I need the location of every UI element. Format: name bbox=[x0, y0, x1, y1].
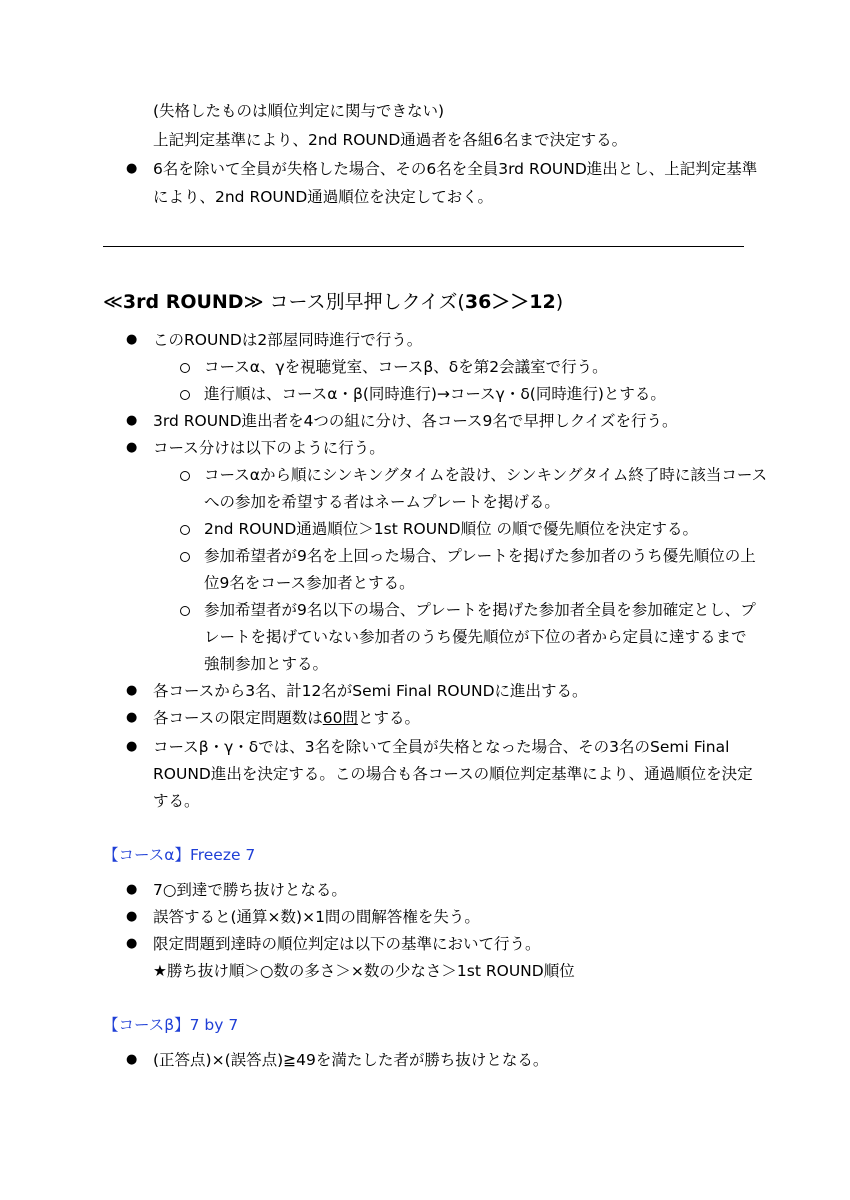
course-beta-heading: 【コースβ】7 by 7 bbox=[103, 1016, 239, 1034]
rule-3-c-line-2: 位9名をコース参加者とする。 bbox=[204, 574, 415, 592]
heading-paren-close: ) bbox=[555, 291, 564, 313]
rule-1: このROUNDは2部屋同時進行で行う。 bbox=[153, 331, 423, 349]
sub-bullet-icon bbox=[180, 606, 190, 616]
sub-bullet-icon bbox=[180, 471, 190, 481]
bullet-icon: ● bbox=[126, 909, 138, 924]
intro-bullet-line-2: により、2nd ROUND通過順位を決定しておく。 bbox=[153, 188, 493, 206]
rule-6-line-3: する。 bbox=[153, 792, 200, 810]
bullet-icon: ● bbox=[126, 739, 138, 754]
bullet-icon: ● bbox=[126, 936, 138, 951]
bullet-icon: ● bbox=[126, 161, 138, 176]
heading-mark-close: ≫ bbox=[243, 291, 264, 313]
intro-line-1: (失格したものは順位判定に関与できない) bbox=[153, 102, 445, 120]
rule-1-a: コースα、γを視聴覚室、コースβ、δを第2会議室で行う。 bbox=[204, 358, 608, 376]
course-alpha-rule-1: 7○到達で勝ち抜けとなる。 bbox=[153, 881, 347, 899]
bullet-icon: ● bbox=[126, 440, 138, 455]
bullet-icon: ● bbox=[126, 683, 138, 698]
course-beta-rule-1: (正答点)×(誤答点)≧49を満たした者が勝ち抜けとなる。 bbox=[153, 1051, 549, 1069]
horizontal-divider bbox=[103, 246, 744, 247]
rule-3-a-line-1: コースαから順にシンキングタイムを設け、シンキングタイム終了時に該当コース bbox=[204, 466, 768, 484]
section-heading bbox=[103, 290, 563, 314]
intro-bullet-line-1: 6名を除いて全員が失格した場合、その6名を全員3rd ROUND進出とし、上記判定基準 bbox=[153, 160, 758, 178]
bullet-icon: ● bbox=[126, 710, 138, 725]
bullet-icon: ● bbox=[126, 413, 138, 428]
sub-bullet-icon bbox=[180, 552, 190, 562]
course-alpha-rule-2: 誤答すると(通算×数)×1問の間解答権を失う。 bbox=[153, 908, 480, 926]
rule-3-d-line-3: 強制参加とする。 bbox=[204, 655, 329, 673]
rule-5-post: とする。 bbox=[357, 709, 420, 727]
heading-mark-open: ≪ bbox=[103, 291, 123, 313]
rule-4: 各コースから3名、計12名がSemi Final ROUNDに進出する。 bbox=[153, 682, 588, 700]
intro-line-2: 上記判定基準により、2nd ROUND通過者を各組6名まで決定する。 bbox=[153, 131, 628, 149]
rule-1-b: 進行順は、コースα・β(同時進行)→コースγ・δ(同時進行)とする。 bbox=[204, 385, 666, 403]
rule-5-question-limit: 60問 bbox=[322, 709, 358, 727]
rule-5 bbox=[153, 708, 420, 728]
rule-6-line-2: ROUND進出を決定する。この場合も各コースの順位判定基準により、通過順位を決定 bbox=[153, 765, 753, 783]
course-alpha-ranking-criteria: ★勝ち抜け順＞○数の多さ＞×数の少なさ＞1st ROUND順位 bbox=[153, 962, 575, 980]
sub-bullet-icon bbox=[180, 363, 190, 373]
sub-bullet-icon bbox=[180, 390, 190, 400]
rule-6-line-1: コースβ・γ・δでは、3名を除いて全員が失格となった場合、その3名のSemi Final bbox=[153, 738, 730, 756]
heading-round-name: 3rd ROUND bbox=[122, 291, 244, 313]
heading-count: 36＞＞12 bbox=[464, 291, 556, 313]
rule-3-b: 2nd ROUND通過順位＞1st ROUND順位 の順で優先順位を決定する。 bbox=[204, 520, 699, 538]
bullet-icon: ● bbox=[126, 882, 138, 897]
rule-3: コース分けは以下のように行う。 bbox=[153, 439, 385, 457]
bullet-icon: ● bbox=[126, 332, 138, 347]
course-alpha-rule-3: 限定問題到達時の順位判定は以下の基準において行う。 bbox=[153, 935, 541, 953]
rule-2: 3rd ROUND進出者を4つの組に分け、各コース9名で早押しクイズを行う。 bbox=[153, 412, 678, 430]
course-alpha-heading: 【コースα】Freeze 7 bbox=[103, 846, 256, 864]
rule-3-d-line-1: 参加希望者が9名以下の場合、プレートを掲げた参加者全員を参加確定とし、プ bbox=[204, 601, 756, 619]
heading-title: コース別早押しクイズ( bbox=[263, 291, 465, 313]
bullet-icon: ● bbox=[126, 1052, 138, 1067]
rule-3-a-line-2: への参加を希望する者はネームプレートを掲げる。 bbox=[204, 493, 560, 511]
rule-3-c-line-1: 参加希望者が9名を上回った場合、プレートを掲げた参加者のうち優先順位の上 bbox=[204, 547, 756, 565]
rule-3-d-line-2: レートを掲げていない参加者のうち優先順位が下位の者から定員に達するまで bbox=[204, 628, 747, 646]
rule-5-pre: 各コースの限定問題数は bbox=[153, 709, 323, 727]
sub-bullet-icon bbox=[180, 525, 190, 535]
